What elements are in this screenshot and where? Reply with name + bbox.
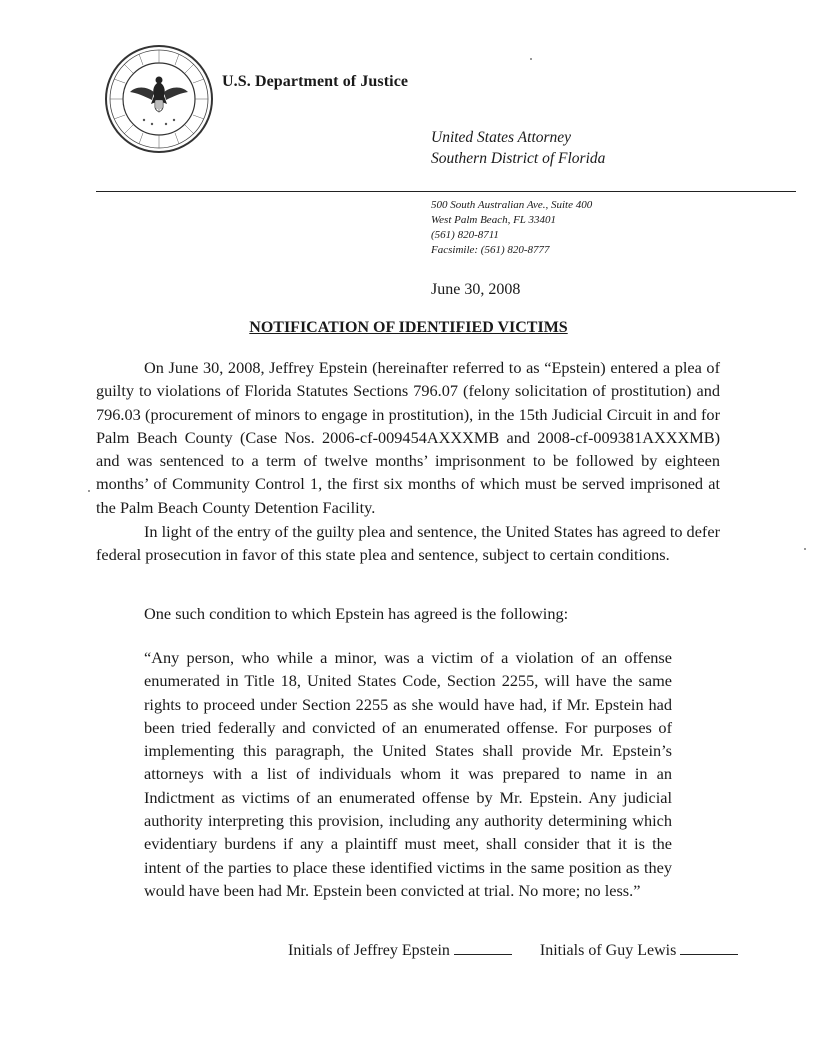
doj-seal-icon [104, 44, 214, 154]
address-fax: Facsimile: (561) 820-8777 [431, 244, 550, 256]
agency-name: U.S. Department of Justice [222, 73, 409, 90]
initials-lewis-label: Initials of Guy Lewis [539, 942, 677, 959]
scan-speck [530, 58, 532, 60]
address-block [431, 198, 592, 258]
initials-lewis-blank [680, 940, 738, 955]
initials-line [288, 940, 738, 960]
document-title: NOTIFICATION OF IDENTIFIED VICTIMS [249, 319, 568, 336]
paragraph-condition-intro: One such condition to which Epstein has agreed is the following: [144, 604, 569, 623]
address-street: 500 South Australian Ave., Suite 400 [431, 199, 593, 211]
initials-epstein-label: Initials of Jeffrey Epstein [288, 942, 450, 959]
initials-epstein-blank [454, 940, 512, 955]
header-divider [96, 191, 796, 192]
office-block [431, 127, 605, 169]
condition-quote: “Any person, who while a minor, was a victim of a violation of an offense enumerated in Title 18, United States Code, Section 2255, will have the same rights to proceed under Section 2255 as she would have had, if Mr. Epstein had been tried federally and convicted of an enumerated offense. For purposes of implementing this paragraph, the United States shall provide Mr. Epstein’s attorneys with a list of individuals whom it was prepared to name in an Indictment as victims of an enumerated offense by Mr. Epstein. Any judicial authority interpreting this provision, including any authority determining which evidentiary burdens if any a plaintiff must meet, shall consider that it is the intent of the parties to place these identified victims in the same position as they would have been had Mr. Epstein been convicted at trial. No more; no less.” [144, 648, 672, 900]
address-city: West Palm Beach, FL 33401 [431, 214, 556, 226]
address-phone: (561) 820-8711 [431, 229, 499, 241]
paragraph-plea: On June 30, 2008, Jeffrey Epstein (hereinafter referred to as “Epstein) entered a plea of guilty to violations of Florida Statutes Sections 796.07 (felony solicitation of prostitution) and 796.03 (procurement of minors to engage in prostitution), in the 15th Judicial Circuit in and for Palm Beach County (Case Nos. 2006-cf-009454AXXXMB and 2008-cf-009381AXXXMB) and was sentenced to a term of twelve months’ imprisonment to be followed by eighteen months’ of Community Control 1, the first six months of which must be served imprisoned at the Palm Beach County Detention Facility. [96, 358, 720, 517]
letter-date: June 30, 2008 [431, 281, 521, 298]
scan-speck [88, 490, 90, 492]
scan-speck [804, 548, 806, 550]
office-title: United States Attorney [431, 129, 572, 146]
office-district: Southern District of Florida [431, 150, 606, 167]
paragraph-deferral: In light of the entry of the guilty plea and sentence, the United States has agreed to defer federal prosecution in favor of this state plea and sentence, subject to certain conditions. [96, 522, 720, 565]
